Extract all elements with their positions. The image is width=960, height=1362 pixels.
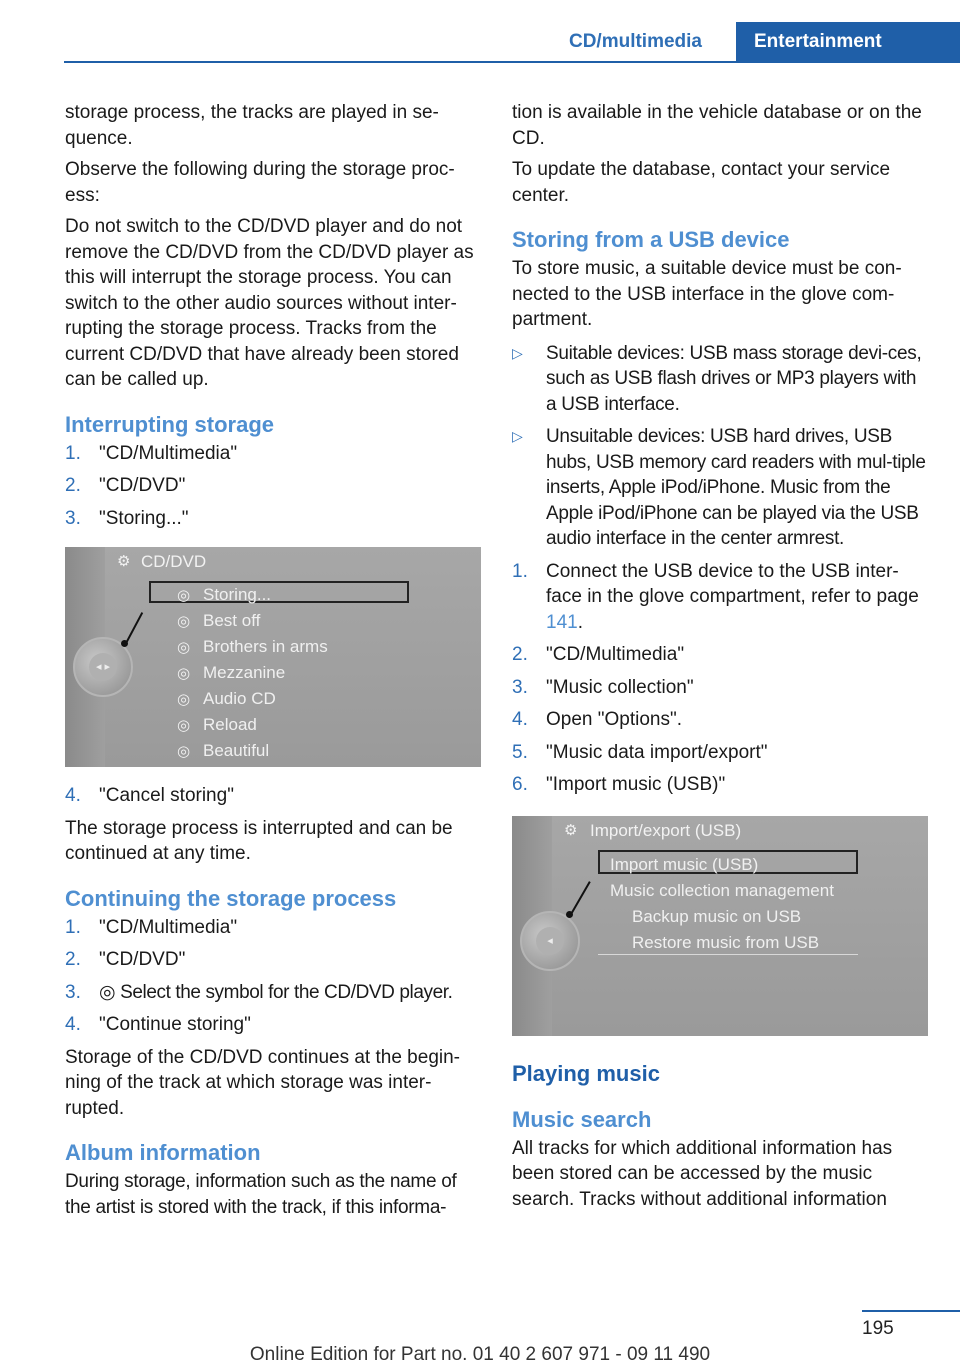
list-item	[65, 1012, 481, 1038]
step-text: Open "Options".	[546, 709, 683, 730]
paragraph: To store music, a suitable device must be con-nected to the USB interface in the glove com-partment.	[512, 258, 902, 330]
bullet-text: Unsuitable devices: USB hard drives, USB hubs, USB memory card readers with mul-tiple inserts, Apple iPod/iPhone. Music from the Apple iPod/iPhone can be played via the USB audio interface in the center armrest.	[546, 426, 926, 549]
paragraph: Observe the following during the storage proc-ess:	[65, 159, 455, 206]
list-item	[512, 424, 928, 552]
step-number: 3.	[65, 507, 81, 529]
header-rule	[64, 61, 960, 63]
menu-item: Import music (USB)	[610, 854, 759, 874]
step-text-end: .	[577, 611, 583, 633]
disc-icon: ◎	[177, 587, 191, 604]
page-reference-link[interactable]: 141	[546, 611, 578, 633]
step-text: "CD/Multimedia"	[546, 644, 685, 665]
step-text: "Cancel storing"	[99, 785, 234, 806]
step-number: 3.	[512, 676, 528, 698]
header-tab: Entertainment	[736, 22, 960, 62]
menu-item: Storing...	[203, 585, 272, 604]
heading-continuing-storage: Continuing the storage process	[65, 885, 397, 911]
menu-item: Reload	[203, 715, 257, 734]
step-text: "CD/DVD"	[99, 949, 186, 970]
menu-item: Audio CD	[203, 689, 276, 708]
heading-storing-from-usb: Storing from a USB device	[512, 227, 790, 252]
list-item	[65, 441, 481, 467]
list-item	[65, 783, 481, 809]
menu-item: Mezzanine	[203, 663, 286, 682]
disc-icon: ◎	[177, 743, 191, 760]
menu-item: Brothers in arms	[203, 637, 328, 656]
step-text: "CD/DVD"	[99, 475, 186, 496]
menu-item: Music collection management	[610, 880, 834, 900]
list-item	[65, 473, 481, 499]
step-number: 2.	[512, 644, 528, 665]
list-item	[512, 559, 928, 636]
paragraph: During storage, information such as the name of the artist is stored with the track, if this informa-	[65, 1171, 457, 1218]
right-column	[512, 100, 928, 1218]
menu-divider	[598, 954, 858, 955]
paragraph: The storage process is interrupted and can be continued at any time.	[65, 817, 453, 864]
step-number: 1.	[512, 560, 528, 582]
pointer-line	[125, 612, 143, 644]
step-number: 4.	[65, 1014, 81, 1035]
menu-item: Backup music on USB	[632, 906, 802, 926]
bullet-arrow-icon: ▷	[512, 428, 523, 444]
usb-device-bullets	[512, 341, 928, 552]
bullet-text: Suitable devices: USB mass storage devi-ces, such as USB flash drives or MP3 players with a USB interface.	[546, 342, 922, 415]
disc-icon: ◎	[177, 613, 191, 630]
controller-knob	[520, 911, 580, 971]
step-text: "CD/Multimedia"	[99, 442, 238, 464]
usb-import-screen-figure	[512, 816, 928, 1036]
list-item	[512, 675, 928, 701]
heading-album-information: Album information	[65, 1140, 261, 1165]
pointer-line	[570, 881, 591, 915]
screen-title: Import/export (USB)	[590, 820, 742, 840]
settings-icon: ⚙	[564, 821, 578, 839]
step-number: 2.	[65, 475, 81, 496]
step-text: Select the symbol for the CD/DVD player.	[120, 981, 453, 1003]
page-number: 195	[862, 1318, 894, 1339]
screen-title: CD/DVD	[141, 552, 207, 571]
usb-steps	[512, 559, 928, 798]
step-text: "Storing..."	[99, 507, 189, 529]
step-number: 2.	[65, 949, 81, 970]
interrupt-step-4	[65, 783, 481, 809]
step-text: "Import music (USB)"	[546, 774, 726, 795]
disc-icon: ◎	[177, 665, 191, 682]
page-header	[0, 22, 960, 64]
controller-arrows-icon: ◂ ▸	[89, 653, 117, 681]
step-number: 4.	[512, 709, 528, 730]
disc-icon: ◎	[177, 691, 191, 708]
list-item	[512, 341, 928, 418]
footer-rule	[862, 1310, 960, 1312]
cd-dvd-icon: ⚙	[117, 553, 131, 570]
disc-icon: ◎	[177, 639, 191, 656]
step-number: 1.	[65, 916, 81, 938]
list-item	[65, 947, 481, 973]
interrupt-steps	[65, 441, 481, 532]
list-item	[512, 740, 928, 766]
step-number: 1.	[65, 442, 81, 464]
step-text-with-icon	[99, 980, 481, 1006]
step-text: "Music collection"	[546, 676, 694, 698]
menu-item: Beautiful	[203, 741, 270, 760]
disc-icon: ◎	[177, 717, 191, 734]
paragraph: tion is available in the vehicle database or on the CD.	[512, 102, 922, 149]
step-text: "CD/Multimedia"	[99, 916, 238, 938]
pointer-dot	[121, 640, 128, 647]
list-item	[65, 506, 481, 532]
edition-note: Online Edition for Part no. 01 40 2 607 971 - 09 11 490	[249, 1344, 711, 1362]
heading-interrupting-storage: Interrupting storage	[65, 411, 275, 437]
list-item	[512, 642, 928, 668]
list-item	[65, 915, 481, 941]
left-column	[65, 100, 481, 1226]
menu-item: Best off	[203, 611, 261, 630]
paragraph: To update the database, contact your service center.	[512, 159, 891, 206]
heading-music-search: Music search	[512, 1106, 652, 1132]
bullet-arrow-icon: ▷	[512, 344, 523, 361]
step-number: 3.	[65, 981, 81, 1003]
cd-dvd-player-icon: ◎	[99, 981, 116, 1003]
step-text: "Continue storing"	[99, 1014, 251, 1035]
step-number: 5.	[512, 741, 528, 763]
controller-arrows-icon: ◂	[536, 927, 564, 955]
continue-steps	[65, 915, 481, 1038]
step-number: 4.	[65, 785, 81, 806]
step-text: "Music data import/export"	[546, 741, 768, 763]
list-item	[512, 772, 928, 798]
paragraph: Storage of the CD/DVD continues at the begin-ning of the track at which storage was inter-rupted.	[65, 1046, 461, 1119]
cd-dvd-screen-figure	[65, 547, 481, 767]
paragraph: All tracks for which additional information has been stored can be accessed by the music search. Tracks without additional information	[512, 1137, 893, 1210]
menu-item: Restore music from USB	[632, 932, 820, 952]
step-number: 6.	[512, 774, 528, 795]
heading-playing-music: Playing music	[512, 1060, 660, 1086]
pointer-dot	[566, 911, 573, 918]
paragraph: Do not switch to the CD/DVD player and do not remove the CD/DVD from the CD/DVD player as this will interrupt the storage process. You can switch to the other audio sources without inter-rupting the storage process. Tracks from the current CD/DVD that have already been stored can be called up.	[65, 216, 474, 390]
header-section: CD/multimedia	[568, 31, 702, 52]
paragraph: storage process, the tracks are played in se-quence.	[65, 102, 439, 149]
list-item	[65, 980, 481, 1006]
step-text-with-link	[546, 559, 928, 636]
step-text: Connect the USB device to the USB inter-face in the glove compartment, refer to page	[546, 560, 919, 607]
list-item	[512, 707, 928, 733]
